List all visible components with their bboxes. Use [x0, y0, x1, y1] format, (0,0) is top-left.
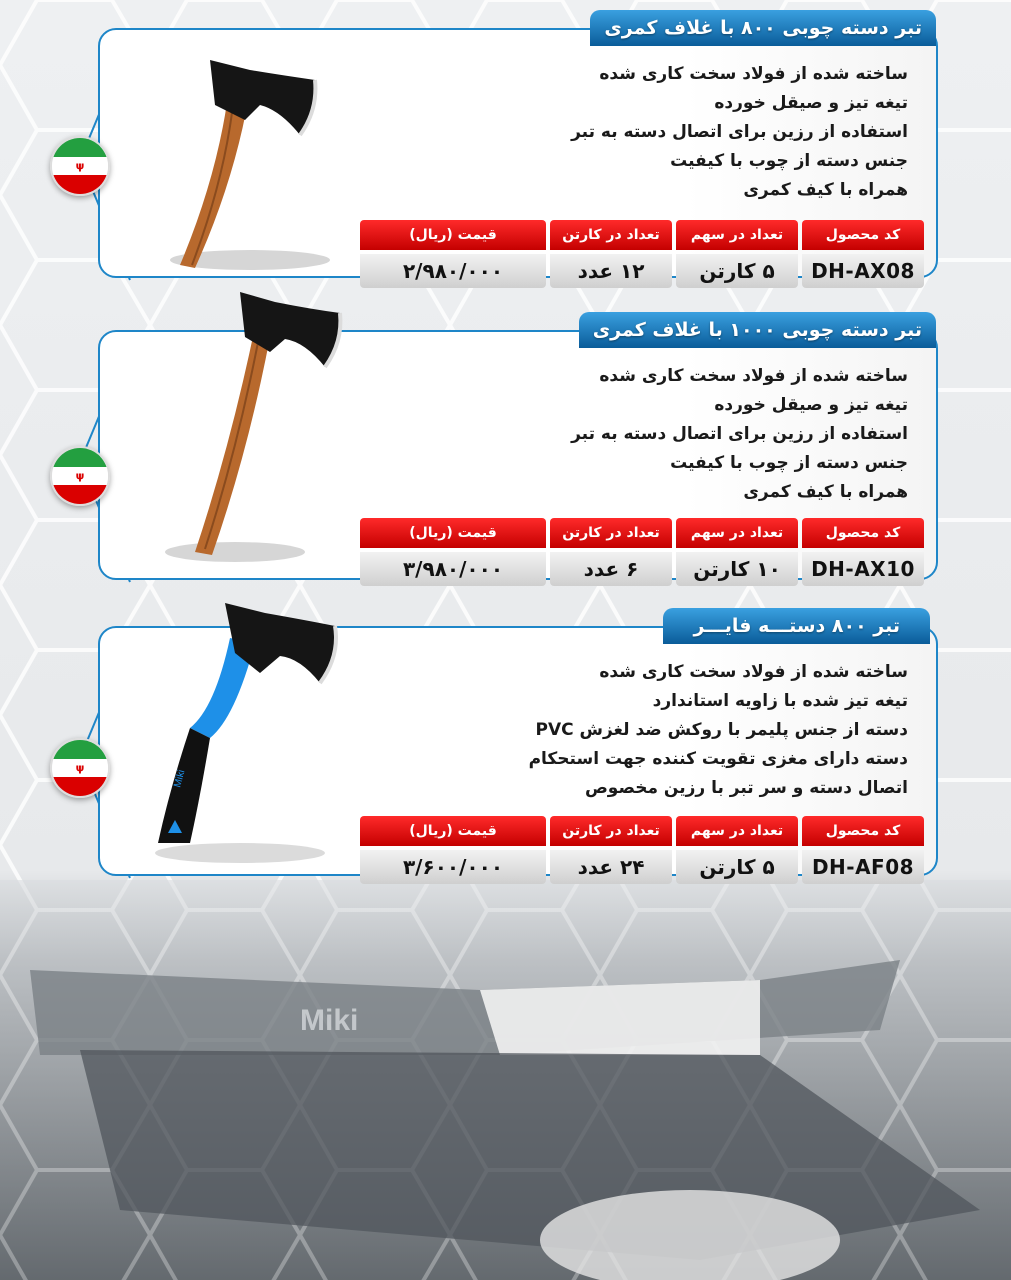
wooden-axe-image — [150, 287, 350, 577]
header-qty-carton: تعداد در کارتن — [550, 518, 672, 548]
feature-item: ساخته شده از فولاد سخت کاری شده — [599, 662, 908, 682]
feature-item: تیغه تیز شده با زاویه استاندارد — [652, 691, 908, 711]
iran-flag-icon: ψ — [50, 738, 110, 798]
header-code: کد محصول — [802, 220, 924, 250]
feature-item: جنس دسته از چوب با کیفیت — [670, 453, 908, 473]
value-code: DH-AX10 — [802, 552, 924, 586]
iran-flag-icon: ψ — [50, 446, 110, 506]
spec-table — [360, 518, 924, 588]
value-code: DH-AX08 — [802, 254, 924, 288]
feature-list — [408, 362, 908, 507]
product-card — [20, 10, 938, 283]
feature-item: جنس دسته از چوب با کیفیت — [670, 151, 908, 171]
product-title: تبر دسته چوبی ۱۰۰۰ با غلاف کمری — [579, 312, 936, 348]
wooden-axe-image — [140, 50, 340, 280]
header-qty-share: تعداد در سهم — [676, 518, 798, 548]
value-qty-carton: ۶ عدد — [550, 552, 672, 586]
product-card — [20, 312, 938, 581]
value-qty-carton: ۲۴ عدد — [550, 850, 672, 884]
product-title: تبر دسته چوبی ۸۰۰ با غلاف کمری — [590, 10, 936, 46]
header-qty-share: تعداد در سهم — [676, 220, 798, 250]
value-price: ۳/۹۸۰/۰۰۰ — [360, 552, 546, 586]
feature-item: تیغه تیز و صیقل خورده — [714, 93, 908, 113]
spec-table — [360, 816, 924, 886]
header-price: قیمت (ریال) — [360, 518, 546, 548]
feature-list — [408, 60, 908, 205]
value-qty-share: ۵ کارتن — [676, 850, 798, 884]
value-code: DH-AF08 — [802, 850, 924, 884]
value-qty-share: ۱۰ کارتن — [676, 552, 798, 586]
header-qty-carton: تعداد در کارتن — [550, 220, 672, 250]
feature-item: استفاده از رزین برای اتصال دسته به تبر — [571, 122, 908, 142]
feature-item: ساخته شده از فولاد سخت کاری شده — [599, 64, 908, 84]
value-price: ۳/۶۰۰/۰۰۰ — [360, 850, 546, 884]
value-price: ۲/۹۸۰/۰۰۰ — [360, 254, 546, 288]
product-card — [20, 608, 938, 879]
feature-item: ساخته شده از فولاد سخت کاری شده — [599, 366, 908, 386]
header-qty-share: تعداد در سهم — [676, 816, 798, 846]
value-qty-share: ۵ کارتن — [676, 254, 798, 288]
iran-flag-icon: ψ — [50, 136, 110, 196]
feature-list — [408, 658, 908, 803]
feature-item: تیغه تیز و صیقل خورده — [714, 395, 908, 415]
feature-item: همراه با کیف کمری — [743, 482, 908, 502]
value-qty-carton: ۱۲ عدد — [550, 254, 672, 288]
header-code: کد محصول — [802, 816, 924, 846]
spec-table — [360, 220, 924, 290]
feature-item: اتصال دسته و سر تبر با رزین مخصوص — [584, 778, 908, 798]
product-title: تبر ۸۰۰ دستـــه فایـــر — [663, 608, 930, 644]
feature-item: استفاده از رزین برای اتصال دسته به تبر — [571, 424, 908, 444]
header-code: کد محصول — [802, 518, 924, 548]
brand-logo-text: Miki — [300, 1004, 359, 1037]
feature-item: دسته از جنس پلیمر با روکش ضد لغزش PVC — [535, 720, 908, 740]
svg-text:Miki: Miki — [172, 768, 188, 789]
header-qty-carton: تعداد در کارتن — [550, 816, 672, 846]
fiber-axe-image — [130, 598, 350, 868]
header-price: قیمت (ریال) — [360, 816, 546, 846]
feature-item: دسته دارای مغزی تقویت کننده جهت استحکام — [528, 749, 908, 769]
feature-item: همراه با کیف کمری — [743, 180, 908, 200]
header-price: قیمت (ریال) — [360, 220, 546, 250]
background-axe-photo — [0, 880, 1011, 1280]
